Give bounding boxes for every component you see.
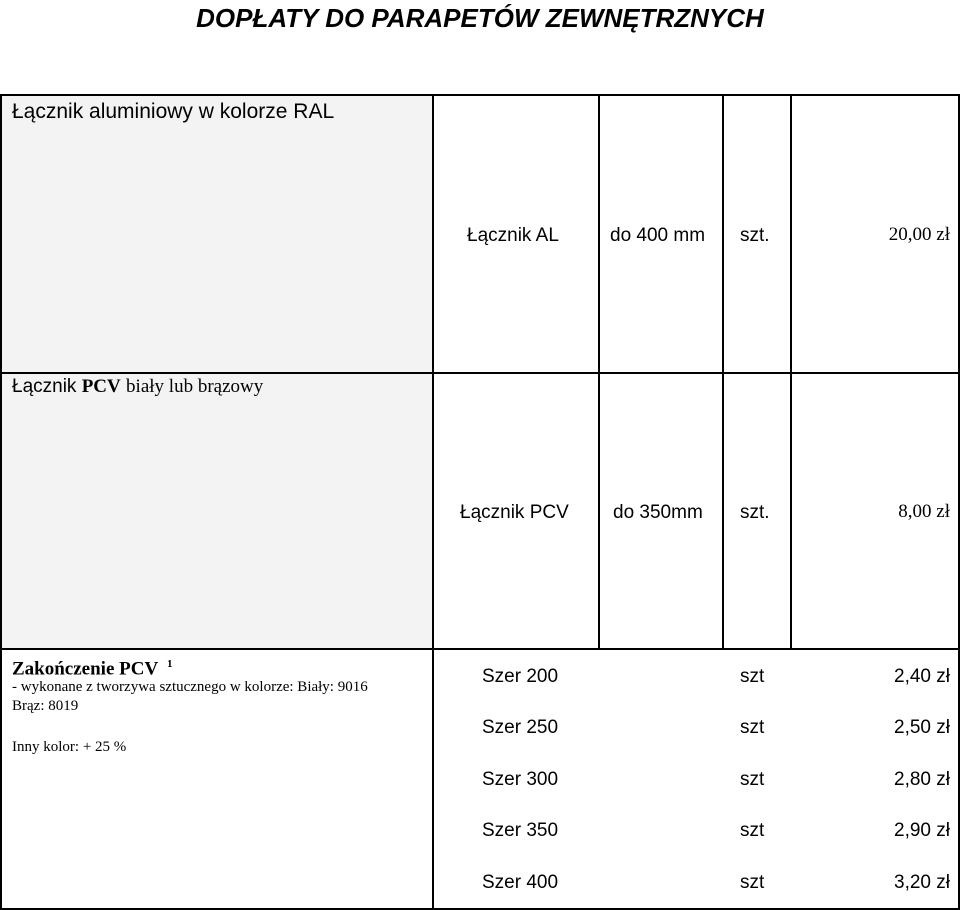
column-divider-4 [790,94,792,650]
row-unit: szt [740,820,765,841]
section1-price [889,224,950,246]
row-price: 2,80 zł [894,769,950,790]
section2-heading [12,376,263,398]
section2-price-value: 8,00 zł [898,501,950,522]
row-width: Szer 300 [482,769,559,790]
table-border-top [0,94,960,96]
section2-heading-bold: PCV [81,376,121,397]
section1-size: do 400 mm [610,225,706,246]
section3-heading [12,653,172,680]
section3-description-line2: Brąz: 8019 [12,698,79,714]
page-title: DOPŁATY DO PARAPETÓW ZEWNĘTRZNYCH [196,3,764,33]
row-width: Szer 350 [482,820,559,841]
row-price: 2,40 zł [894,666,950,687]
column-divider-3 [722,94,724,650]
section3-description-line1: - wykonane z tworzywa sztucznego w kolorze: Biały: 9016 [12,679,368,695]
section1-heading: Łącznik aluminiowy w kolorze RAL [12,100,335,123]
section1-description-cell [2,96,432,372]
row-price: 2,50 zł [894,717,950,738]
section2-heading-prefix: Łącznik [12,376,77,397]
row-unit: szt [740,666,765,687]
section1-price-value: 20,00 zł [888,224,950,245]
row-price: 3,20 zł [894,872,950,893]
column-divider-1 [432,94,434,910]
section1-unit: szt. [740,225,770,246]
section2-price [898,501,950,523]
table-border-left [0,94,2,910]
row-unit: szt [740,872,765,893]
section3-description-line3: Inny kolor: + 25 % [12,739,127,755]
row-width: Szer 400 [482,872,559,893]
row-width: Szer 200 [482,666,559,687]
section2-description-cell [2,374,432,648]
row-unit: szt [740,769,765,790]
row-unit: szt [740,717,765,738]
section2-size: do 350mm [613,502,703,523]
section3-heading-text: Zakończenie PCV [12,658,159,680]
row-price: 2,90 zł [894,820,950,841]
section2-unit: szt. [740,502,770,523]
section3-footnote: 1 [166,658,173,670]
table-divider-1 [0,372,960,374]
row-width: Szer 250 [482,717,559,738]
table-divider-2 [0,648,960,650]
section1-product-name: Łącznik AL [467,225,559,246]
section2-heading-suffix: biały lub brązowy [126,376,264,397]
column-divider-2 [598,94,600,650]
section2-product-name: Łącznik PCV [460,502,569,523]
